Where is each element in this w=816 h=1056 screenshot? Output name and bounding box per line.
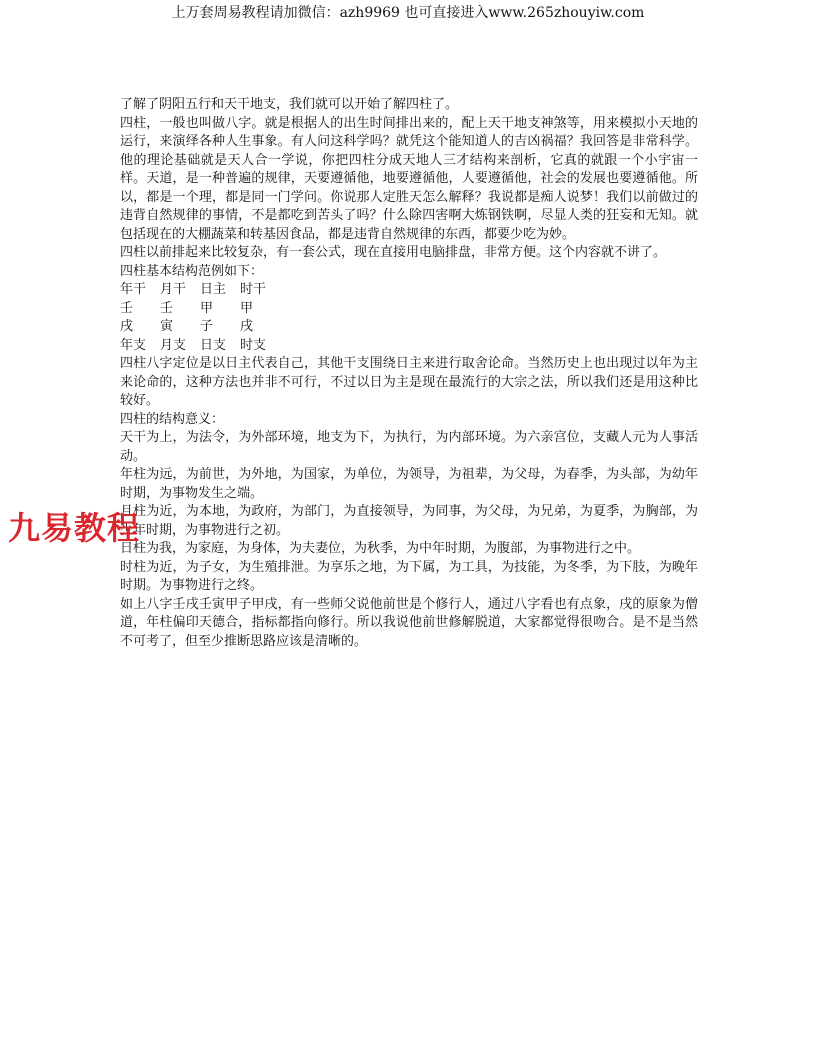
branch-char: 寅 bbox=[160, 319, 174, 334]
branch-label: 时支 bbox=[240, 337, 267, 353]
paragraph-heaven-earth: 天干为上，为法令，为外部环境，地支为下，为执行，为内部环境。为六亲宫位，支藏人元为人事活动。 bbox=[120, 430, 698, 464]
branch-char: 戌 bbox=[240, 319, 254, 334]
branch-char: 子 bbox=[200, 319, 214, 334]
branch-label: 月支 bbox=[160, 337, 187, 353]
paragraph-hour-pillar: 时柱为近，为子女，为生殖排泄。为享乐之地，为下属，为工具，为技能，为冬季，为下肢，为晚年时期。为事物进行之终。 bbox=[120, 559, 698, 593]
paragraph-structure-meaning: 四柱的结构意义： bbox=[120, 411, 225, 427]
paragraph-day-master: 四柱八字定位是以日主代表自己，其他干支围绕日主来进行取舍论命。当然历史上也出现过以年为主来论命的，这种方法也并非不可行，不过以日为主是现在最流行的大宗之法，所以我们还是用这种比较好。 bbox=[120, 356, 698, 408]
paragraph-four-pillars: 四柱，一般也叫做八字。就是根据人的出生时间排出来的，配上天干地支神煞等，用来模拟小天地的运行，来演绎各种人生事象。有人问这科学吗？就凭这个能知道人的吉凶祸福？我回答是非常科学。他的理论基础就是天人合一学说，你把四柱分成天地人三才结构来剖析，它真的就跟一个小宇宙一样。天道，是一种普遍的规律，天要遵循他，地要遵循他，人要遵循他，社会的发展也要遵循他。所以，都是一个理，都是同一门学问。你说那人定胜天怎么解释？我说都是痴人说梦！我们以前做过的违背自然规律的事情，不是都吃到苦头了吗？什么除四害啊大炼钢铁啊，尽显人类的狂妄和无知。就包括现在的大棚蔬菜和转基因食品，都是违背自然规律的东西，都要少吃为妙。 bbox=[120, 115, 698, 242]
stem-labels-row bbox=[120, 281, 698, 300]
document-body bbox=[120, 96, 698, 651]
branch-labels-row bbox=[120, 337, 698, 356]
stem-char: 壬 bbox=[160, 300, 174, 316]
stem-label: 年干 bbox=[120, 282, 147, 297]
paragraph-intro: 了解了阴阳五行和天干地支，我们就可以开始了解四柱了。 bbox=[120, 97, 459, 112]
paragraph-day-pillar: 日柱为我，为家庭，为身体，为夫妻位，为秋季，为中年时期，为腹部，为事物进行之中。 bbox=[120, 541, 641, 556]
stem-char: 壬 bbox=[120, 300, 134, 316]
paragraph-year-pillar: 年柱为远，为前世，为外地，为国家，为单位，为领导，为祖辈，为父母，为春季，为头部，为幼年时期，为事物发生之端。 bbox=[120, 467, 698, 501]
stem-label: 时干 bbox=[240, 282, 267, 297]
branch-label: 日支 bbox=[200, 337, 227, 353]
stem-char: 甲 bbox=[200, 300, 214, 316]
stem-label: 月干 bbox=[160, 282, 187, 297]
branches-row bbox=[120, 318, 698, 337]
branch-label: 年支 bbox=[120, 337, 147, 353]
stem-char: 甲 bbox=[240, 300, 254, 316]
paragraph-structure-example: 四柱基本结构范例如下： bbox=[120, 263, 264, 279]
stem-label: 日主 bbox=[200, 282, 227, 297]
watermark-logo: 九易教程 bbox=[8, 509, 141, 547]
paragraph-chart-method: 四柱以前排起来比较复杂，有一套公式，现在直接用电脑排盘，非常方便。这个内容就不讲了。 bbox=[120, 245, 667, 260]
paragraph-month-pillar: 月柱为近，为本地，为政府，为部门，为直接领导，为同事，为父母，为兄弟，为夏季，为胸部，为少年时期，为事物进行之初。 bbox=[120, 504, 698, 538]
page-header: 上万套周易教程请加微信：azh9969 也可直接进入www.265zhouyiw.com bbox=[171, 5, 645, 21]
branch-char: 戌 bbox=[120, 319, 134, 334]
stems-row bbox=[120, 300, 698, 319]
paragraph-example-analysis: 如上八字壬戌壬寅甲子甲戌，有一些师父说他前世是个修行人，通过八字看也有点象，戌的原象为僧道，年柱偏印天德合，指标都指向修行。所以我说他前世修解脱道，大家都觉得很吻合。是不是当然不可考了，但至少推断思路应该是清晰的。 bbox=[120, 596, 698, 649]
